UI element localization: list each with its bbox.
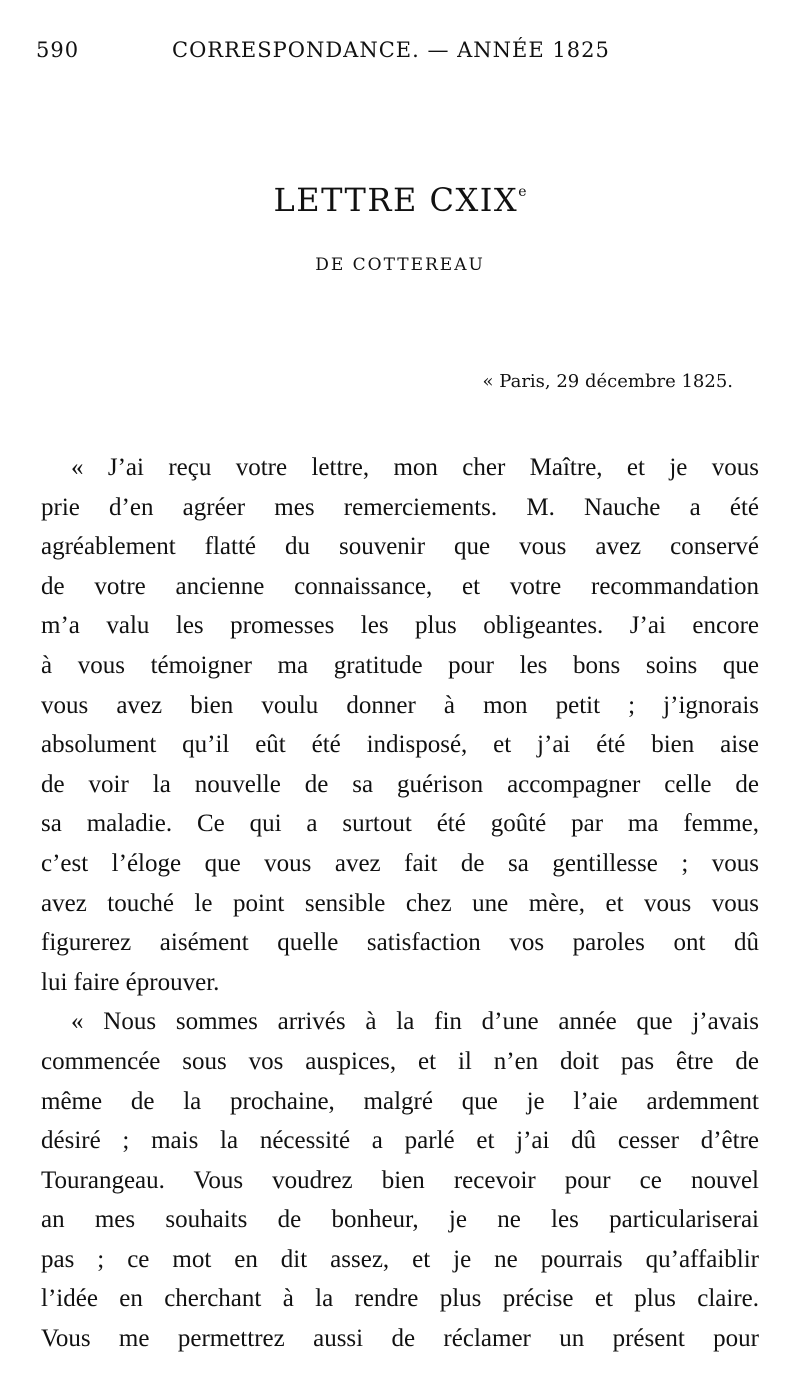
paragraph-2 [41, 1002, 759, 1358]
running-title: CORRESPONDANCE. — ANNÉE 1825 [172, 38, 610, 62]
letter-title-superscript: e [518, 184, 527, 200]
text-line: « Nous sommes arrivés à la fin d’une année que j’avais [71, 1008, 759, 1036]
text-line: c’est l’éloge que vous avez fait de sa gentillesse ; vous [41, 849, 759, 877]
letter-body [41, 448, 759, 1359]
text-line: vous avez bien voulu donner à mon petit ; j’ignorais [41, 691, 759, 719]
text-line: Tourangeau. Vous voudrez bien recevoir pour ce nouvel [41, 1166, 759, 1194]
text-line: an mes souhaits de bonheur, je ne les particulariserai [41, 1206, 759, 1234]
letter-title [0, 172, 800, 220]
text-line: lui faire éprouver. [41, 968, 220, 996]
text-line: prie d’en agréer mes remerciements. M. Nauche a été [41, 493, 759, 521]
text-line: avez touché le point sensible chez une mère, et vous vous [41, 889, 759, 917]
letter-dateline: « Paris, 29 décembre 1825. [482, 371, 733, 392]
running-head [36, 34, 764, 66]
page-number: 590 [36, 38, 80, 62]
text-line: agréablement flatté du souvenir que vous avez conservé [41, 533, 759, 561]
text-line: figurerez aisément quelle satisfaction vos paroles ont dû [41, 929, 759, 957]
text-line: désiré ; mais la nécessité a parlé et j’ai dû cesser d’être [41, 1127, 759, 1155]
text-line: à vous témoigner ma gratitude pour les bons soins que [41, 651, 759, 679]
text-line: même de la prochaine, malgré que je l’aie ardemment [41, 1087, 759, 1115]
text-line: Vous me permettrez aussi de réclamer un présent pour [41, 1325, 759, 1353]
text-line: pas ; ce mot en dit assez, et je ne pourrais qu’affaiblir [41, 1245, 759, 1273]
paragraph-1 [41, 448, 759, 1002]
text-line: commencée sous vos auspices, et il n’en doit pas être de [41, 1047, 759, 1075]
text-line: m’a valu les promesses les plus obligeantes. J’ai encore [41, 612, 759, 640]
text-line: l’idée en cherchant à la rendre plus précise et plus claire. [41, 1285, 759, 1313]
letter-title-text: LETTRE CXIX [273, 181, 519, 219]
letter-author: DE COTTEREAU [315, 255, 485, 275]
text-line: « J’ai reçu votre lettre, mon cher Maître, et je vous [71, 454, 759, 481]
text-line: absolument qu’il eût été indisposé, et j’ai été bien aise [41, 731, 759, 759]
text-line: sa maladie. Ce qui a surtout été goûté par ma femme, [41, 810, 759, 838]
text-line: de voir la nouvelle de sa guérison accompagner celle de [41, 770, 759, 798]
text-line: de votre ancienne connaissance, et votre recommandation [41, 572, 759, 600]
